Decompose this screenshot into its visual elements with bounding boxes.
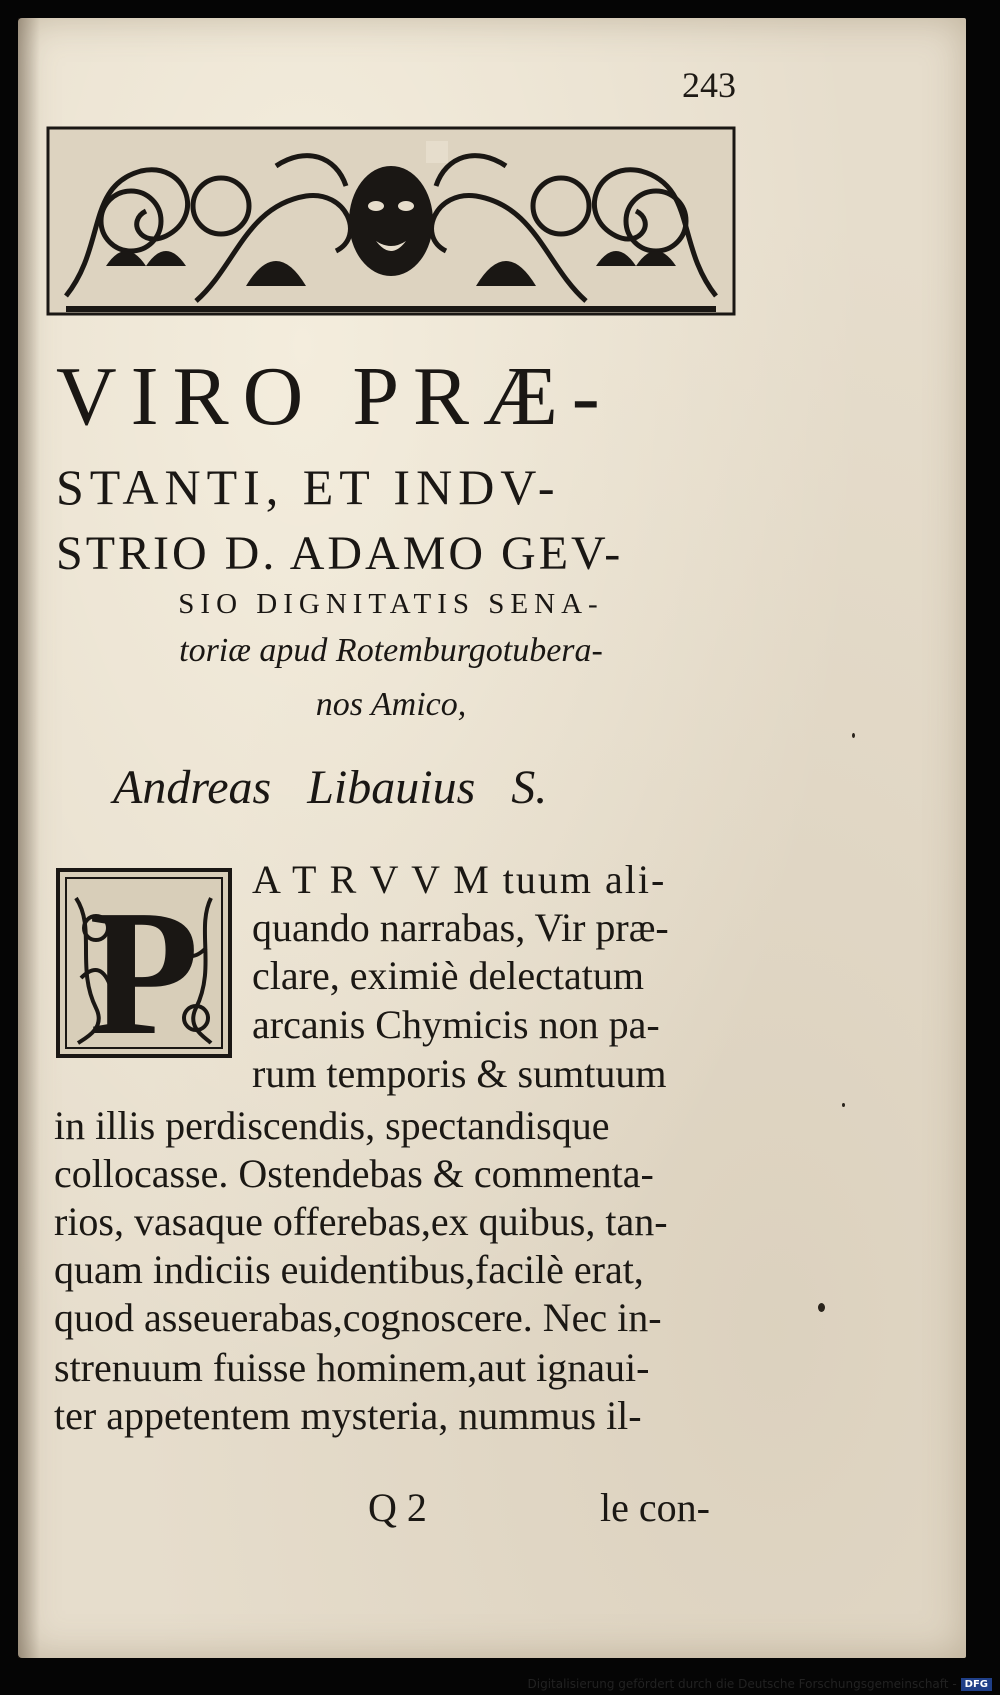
woodcut-headpiece-ornament bbox=[46, 126, 736, 316]
heading-line-2: STANTI, ET INDV- bbox=[56, 459, 561, 515]
drop-cap-letter: P bbox=[89, 873, 199, 1058]
body-line-2: quando narrabas, Vir præ- bbox=[252, 905, 669, 950]
page-spine-shadow bbox=[18, 18, 40, 1658]
salutation: Andreas Libauius S. bbox=[113, 761, 548, 814]
ink-speck bbox=[818, 1303, 825, 1312]
heading-line-5: toriæ apud Rotemburgotubera- bbox=[179, 632, 603, 669]
dfg-logo: DFG bbox=[961, 1678, 992, 1691]
body-line-11: strenuum fuisse hominem,aut ignaui- bbox=[54, 1345, 650, 1390]
body-line-12: ter appetentem mysteria, nummus il- bbox=[54, 1393, 642, 1438]
page-number: 243 bbox=[682, 65, 736, 105]
ink-speck bbox=[852, 733, 855, 738]
signature-mark: Q 2 bbox=[368, 1485, 427, 1530]
body-line-6: in illis perdiscendis, spectandisque bbox=[54, 1103, 610, 1148]
heading-line-3: STRIO D. ADAMO GEV- bbox=[56, 527, 624, 580]
heading-line-4: SIO DIGNITATIS SENA- bbox=[178, 588, 604, 620]
heading-line-1: VIRO PRÆ- bbox=[56, 350, 614, 443]
body-line-3: clare, eximiè delectatum bbox=[252, 953, 645, 998]
body-line-4: arcanis Chymicis non pa- bbox=[252, 1002, 660, 1047]
heading-line-6: nos Amico, bbox=[315, 686, 467, 723]
body-line-7: collocasse. Ostendebas & commenta- bbox=[54, 1151, 654, 1196]
book-page bbox=[18, 18, 966, 1658]
digitization-footer bbox=[528, 1677, 993, 1691]
catchword: le con- bbox=[600, 1485, 710, 1530]
body-line-5: rum temporis & sumtuum bbox=[252, 1051, 667, 1096]
body-line-8: rios, vasaque offerebas,ex quibus, tan- bbox=[54, 1199, 668, 1244]
decorated-initial bbox=[56, 868, 232, 1058]
body-line-9: quam indiciis euidentibus,facilè erat, bbox=[54, 1247, 644, 1292]
body-line-1: A T R V V M tuum ali- bbox=[252, 857, 667, 902]
ink-speck bbox=[842, 1103, 845, 1107]
body-line-10: quod asseuerabas,cognoscere. Nec in- bbox=[54, 1295, 662, 1340]
footer-text: Digitalisierung gefördert durch die Deutsche Forschungsgemeinschaft - bbox=[527, 1677, 957, 1691]
